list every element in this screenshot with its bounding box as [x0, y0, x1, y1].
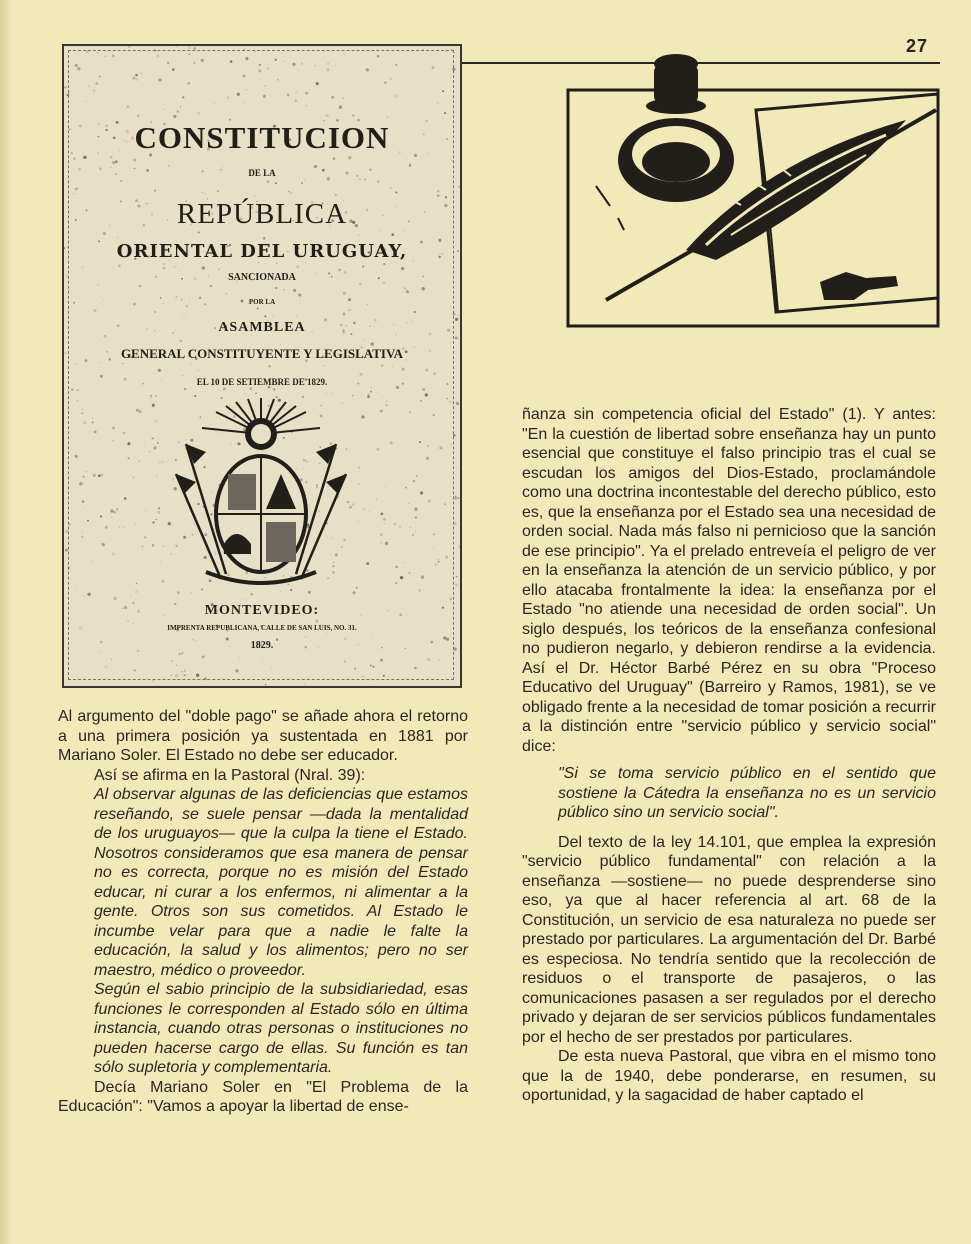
- left-paragraph-3: Decía Mariano Soler en "El Problema de la Educación": "Vamos a apoyar la libertad de ense-: [58, 1078, 468, 1115]
- right-paragraph-3: De esta nueva Pastoral, que vibra en el mismo tono que la de 1940, debe ponderarse, en resumen, su oportunidad, y la sagacidad de haber captado el: [522, 1048, 936, 1104]
- cover-city: MONTEVIDEO:: [204, 603, 320, 618]
- cover-general: GENERAL CONSTITUYENTE Y LEGISLATIVA: [120, 346, 404, 361]
- cover-date: EL 10 DE SETIEMBRE DE 1829.: [196, 377, 328, 387]
- cover-year: 1829.: [250, 640, 274, 651]
- cover-imprenta: IMPRENTA REPUBLICANA, CALLE DE SAN LUIS, NO. 31.: [167, 624, 357, 632]
- coat-of-arms-icon: [166, 394, 356, 594]
- page-number: 27: [906, 36, 929, 56]
- pastoral-quote-1: Al observar algunas de las deficiencias que estamos reseñando, se suele pensar —dada la mentalidad de los uruguayos— que la culpa la tiene el Estado. Nosotros consideramos que esa manera de pensar no es correcta, porque no es misión del Estado educar, ni curar a los enfermos, ni alimentar a la gente. Otros son sus cometidos. Al Estado le incumbe velar para que a nadie le falte la educación, la salud y los alimentos; pero no ser maestro, médico o proveedor.: [94, 786, 468, 979]
- cover-title: CONSTITUCION: [134, 120, 390, 155]
- cover-asamblea: ASAMBLEA: [218, 320, 306, 335]
- cover-de-la: DE LA: [248, 168, 276, 178]
- right-paragraph-1: ñanza sin competencia oficial del Estado" (1). Y antes: "En la cuestión de libertad sobre enseñanza hay un punto esencial que constituye el falso principio tras el cual se escudan los amigos del Dios-Estado, proclamándole como una doctrina incontestable del derecho público, esto es, que la enseñanza por el Estado sea una necesidad de orden social. Nada más falso ni pernicioso que la sanción de ese principio". Ya el prelado entreveía el peligro de ver en la enseñanza la atención de un servicio público, y por ello atacaba frontalmente la idea: la enseñanza por el Estado "no atiende una necesidad de orden social". Un siglo después, los teóricos de la enseñanza confesional no pudieron negarlo, y debieron rendirse a la evidencia. Así el Dr. Héctor Barbé Pérez en su obra "Proceso Educativo del Uruguay" (Barreiro y Ramos, 1981), se ve obligado frente a la necesidad de tomar posición a recurrir a la distinción entre "servicio público y servicio social" dice:: [522, 406, 936, 755]
- cover-por-la: POR LA: [248, 298, 276, 306]
- inkwell-quill-illustration: [566, 50, 940, 328]
- cover-oriental: ORIENTAL DEL URUGUAY,: [116, 241, 408, 262]
- page-edge: [0, 0, 12, 1244]
- barbe-quote: "Si se toma servicio público en el sentido que sostiene la Cátedra la enseñanza no es un servicio público sino un servicio social".: [558, 765, 936, 821]
- constitution-cover-image: [62, 44, 462, 688]
- right-text-column: [522, 405, 936, 1106]
- pastoral-quote-2: Según el sabio principio de la subsidiariedad, esas funciones le corresponden al Estado sólo en última instancia, cuando otras personas o instituciones no pueden hacerse cargo de ellas. Su función es tan sólo supletoria y complementaria.: [94, 981, 468, 1076]
- cover-sancionada: SANCIONADA: [228, 272, 296, 283]
- left-text-column: [58, 707, 468, 1117]
- left-paragraph-2: Así se afirma en la Pastoral (Nral. 39):: [94, 766, 366, 784]
- cover-republica: REPÚBLICA: [176, 198, 348, 230]
- right-paragraph-2: Del texto de la ley 14.101, que emplea la expresión "servicio público fundamental" con relación a la enseñanza —sostiene— no puede desprenderse sino eso, ya que al hacer referencia al art. 68 de la Constitución, un servicio de esa naturaleza no puede ser prestado por particulares. La argumentación del Dr. Barbé es especiosa. No tendría sentido que la recolección de residuos o el transporte de pasajeros, o las comunicaciones pasasen a ser regulados por el derecho privado y dejaran de ser servicios públicos fundamentales por el hecho de ser prestados por particulares.: [522, 833, 936, 1046]
- left-paragraph-1: Al argumento del "doble pago" se añade ahora el retorno a una primera posición ya sustentada en 1881 por Mariano Soler. El Estado no debe ser educador.: [58, 708, 468, 764]
